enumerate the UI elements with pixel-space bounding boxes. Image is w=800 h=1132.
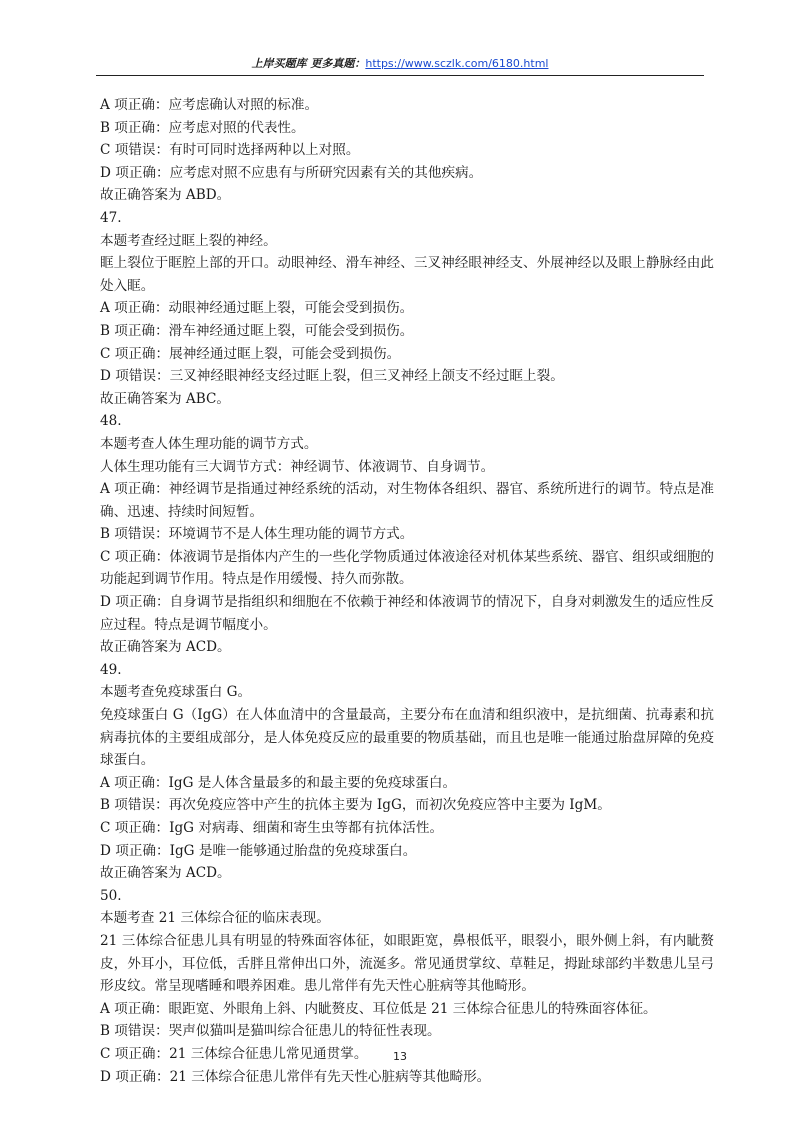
text-line: 故正确答案为 ACD。 (100, 865, 231, 882)
page-number: 13 (393, 1050, 407, 1063)
text-line: D 项正确：IgG 是唯一能够通过胎盘的免疫球蛋白。 (100, 842, 417, 859)
text-line: C 项正确：IgG 对病毒、细菌和寄生虫等都有抗体活性。 (100, 820, 444, 836)
text-line: A 项正确：IgG 是人体含量最多的和最主要的免疫球蛋白。 (100, 774, 457, 791)
text-line: 免疫球蛋白 G（IgG）在人体血清中的含量最高，主要分布在血清和组织液中，是抗细菌、抗毒素和抗病毒抗体的主要组成部分，是人体免疫反应的最重要的物质基础，而且也是唯一能通过胎盘屏障的免疫球蛋白。 (100, 707, 714, 769)
text-line: D 项正确：21 三体综合征患儿常伴有先天性心脏病等其他畸形。 (100, 1068, 491, 1085)
text-line: C 项正确：体液调节是指体内产生的一些化学物质通过体液途径对机体某些系统、器官、组织或细胞的功能起到调节作用。特点是作用缓慢、持久而弥散。 (100, 548, 714, 588)
text-line: B 项正确：滑车神经通过眶上裂，可能会受到损伤。 (100, 322, 414, 339)
text-line: B 项错误：再次免疫应答中产生的抗体主要为 IgG，而初次免疫应答中主要为 IgM。 (100, 797, 611, 814)
text-line: C 项错误：有时可同时选择两种以上对照。 (100, 142, 360, 159)
text-line: B 项错误：环境调节不是人体生理功能的调节方式。 (100, 526, 414, 543)
text-line: 故正确答案为 ACD。 (100, 639, 231, 656)
text-line: B 项错误：哭声似猫叫是猫叫综合征患儿的特征性表现。 (100, 1023, 441, 1040)
text-line: 48. (100, 413, 122, 430)
text-line: A 项正确：神经调节是指通过神经系统的活动，对生物体各组织、器官、系统所进行的调节。特点是准确、迅速、持续时间短暂。 (100, 481, 714, 520)
header-link[interactable]: https://www.sczlk.com/6180.html (365, 57, 549, 70)
page-header (0, 56, 800, 72)
text-line: 47. (100, 209, 122, 226)
text-line: 本题考查 21 三体综合征的临床表现。 (100, 910, 330, 927)
text-line: D 项正确：应考虑对照不应患有与所研究因素有关的其他疾病。 (100, 164, 483, 181)
text-line: A 项正确：动眼神经通过眶上裂，可能会受到损伤。 (100, 300, 414, 317)
text-line: 故正确答案为 ABD。 (100, 187, 231, 204)
text-line: 49. (100, 661, 122, 678)
text-line: 眶上裂位于眶腔上部的开口。动眼神经、滑车神经、三叉神经眼神经支、外展神经以及眼上静脉经由此处入眶。 (100, 255, 714, 294)
header-label: 上岸买题库 更多真题： (251, 57, 366, 70)
text-line: 故正确答案为 ABC。 (100, 390, 230, 407)
document-body (86, 94, 714, 1088)
text-line: 本题考查免疫球蛋白 G。 (100, 684, 252, 701)
text-line: D 项错误：三叉神经眼神经支经过眶上裂，但三叉神经上颌支不经过眶上裂。 (100, 368, 564, 385)
text-line: C 项正确：21 三体综合征患儿常见通贯掌。 (100, 1045, 368, 1062)
text-line: A 项正确：眼距宽、外眼角上斜、内眦赘皮、耳位低是 21 三体综合征患儿的特殊面容体征。 (100, 1000, 657, 1017)
text-line: D 项正确：自身调节是指组织和细胞在不依赖于神经和体液调节的情况下，自身对刺激发生的适应性反应过程。特点是调节幅度小。 (100, 594, 714, 633)
text-line: 21 三体综合征患儿具有明显的特殊面容体征，如眼距宽，鼻根低平，眼裂小，眼外侧上斜，有内眦赘皮，外耳小，耳位低，舌胖且常伸出口外，流涎多。常见通贯掌纹、草鞋足，拇趾球部约半数患儿呈弓形皮纹。常呈现嗜睡和喂养困难。患儿常伴有先天性心脏病等其他畸形。 (100, 932, 714, 995)
text-line: A 项正确：应考虑确认对照的标准。 (100, 97, 319, 113)
text-line: 本题考查经过眶上裂的神经。 (100, 232, 277, 249)
text-line: B 项正确：应考虑对照的代表性。 (100, 119, 305, 136)
text-line: C 项正确：展神经通过眶上裂，可能会受到损伤。 (100, 345, 401, 362)
text-line: 本题考查人体生理功能的调节方式。 (100, 435, 318, 452)
text-line: 50. (100, 887, 122, 904)
text-line: 人体生理功能有三大调节方式：神经调节、体液调节、自身调节。 (100, 458, 495, 475)
header-divider (96, 75, 704, 76)
